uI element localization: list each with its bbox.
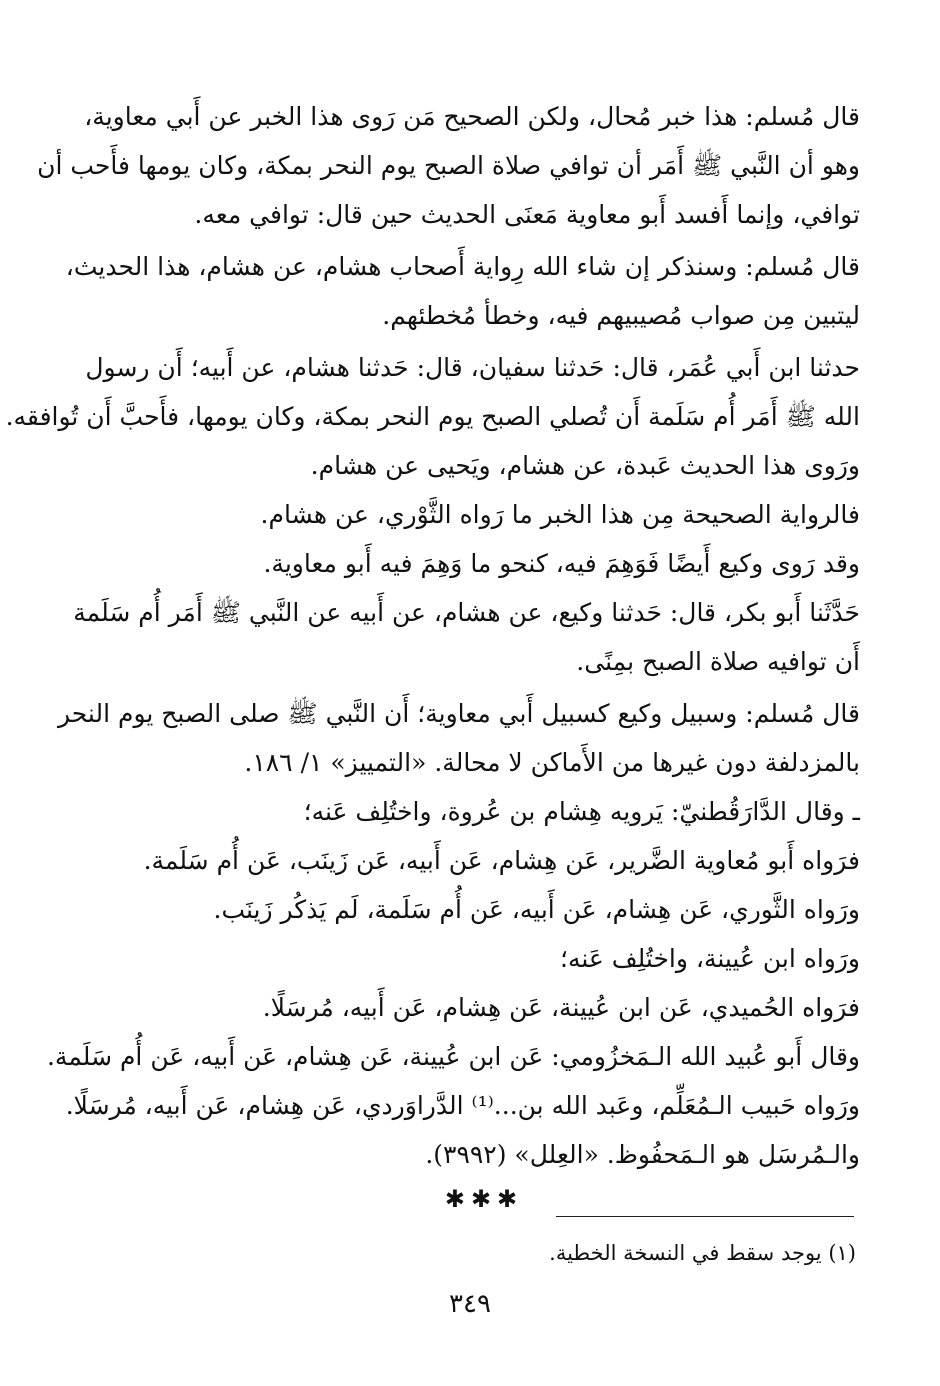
footnote-divider (556, 1216, 854, 1217)
text-line: فرَواه الحُميدي، عَن ابن عُيينة، عَن هِشام، عَن أَبيه، مُرسَلًا. (262, 993, 860, 1022)
text-line: وقد رَوى وكيع أَيضًا فَوَهِمَ فيه، كنحو ما وَهِمَ فيه أَبو معاوية. (263, 549, 860, 578)
text-line: قال مُسلم: هذا خبر مُحال، ولكن الصحيح مَن رَوى هذا الخبر عن أَبي معاوية، (84, 102, 860, 131)
text-line: حَدَّثَنا أَبو بكر، قال: حَدثنا وكيع، عن هشام، عن أَبيه عن النَّبي ﷺ أَمَر أُم سَلَمة (73, 598, 860, 627)
section-separator: ✱✱✱ (444, 1185, 524, 1213)
text-line: حدثنا ابن أَبي عُمَر، قال: حَدثنا سفيان، قال: حَدثنا هشام، عن أَبيه؛ أَن رسول (85, 353, 860, 382)
text-line: قال مُسلم: وسبيل وكيع كسبيل أَبي معاوية؛ أَن النَّبي ﷺ صلى الصبح يوم النحر (57, 699, 860, 728)
text-line: الله ﷺ أَمَر أُم سَلَمة أَن تُصلي الصبح يوم النحر بمكة، وكان يومها، فأَحبَّ أَن تُوافقه. (5, 402, 860, 431)
text-line: بالمزدلفة دون غيرها من الأَماكن لا محالة. «التمييز» ١/ ١٨٦. (244, 748, 860, 777)
text-line: ورَواه ابن عُيينة، واختُلِف عَنه؛ (560, 944, 860, 973)
text-line: ليتبين مِن صواب مُصيبيهم فيه، وخطأ مُخطئهم. (382, 301, 860, 330)
text-line: ورَواه حَبيب الـمُعَلِّم، وعَبد الله بن...⁽¹⁾ الدَّراوَردي، عَن هِشام، عَن أَبيه، مُرسَلًا. (65, 1091, 860, 1120)
text-line: قال مُسلم: وسنذكر إن شاء الله رِواية أَصحاب هشام، عن هشام، هذا الحديث، (65, 252, 860, 281)
text-line: فرَواه أَبو مُعاوية الضَّرير، عَن هِشام، عَن أَبيه، عَن زَينَب، عَن أُم سَلَمة. (143, 846, 860, 875)
text-line: ورَوى هذا الحديث عَبدة، عن هشام، ويَحيى عن هشام. (310, 451, 860, 480)
main-text (5, 92, 860, 1219)
text-line: وهو أن النَّبي ﷺ أَمَر أن توافي صلاة الصبح يوم النحر بمكة، وكان يومها فأَحب أن (37, 151, 860, 180)
text-line: أَن توافيه صلاة الصبح بمِنًى. (576, 647, 860, 676)
text-line: ورَواه الثَّوري، عَن هِشام، عَن أَبيه، عَن أُم سَلَمة، لَم يَذكُر زَينَب. (213, 895, 860, 924)
text-line: وقال أَبو عُبيد الله الـمَخزُومي: عَن ابن عُيينة، عَن هِشام، عَن أَبيه، عَن أُم سَلَمة. (46, 1042, 860, 1071)
text-line: فالرواية الصحيحة مِن هذا الخبر ما رَواه الثَّوْري، عن هشام. (260, 500, 860, 529)
page-number: ٣٤٩ (449, 1289, 491, 1319)
text-line: والـمُرسَل هو الـمَحفُوظ. «العِلل» (٣٩٩٢). (425, 1140, 860, 1169)
text-line: ـ وقال الدَّارَقُطنيّ: يَرويه هِشام بن عُروة، واختُلِف عَنه؛ (303, 797, 860, 826)
footnote: (١) يوجد سقط في النسخة الخطية. (549, 1241, 856, 1265)
text-line: توافي، وإنما أَفسد أَبو معاوية مَعنَى الحديث حين قال: توافي معه. (194, 200, 860, 229)
